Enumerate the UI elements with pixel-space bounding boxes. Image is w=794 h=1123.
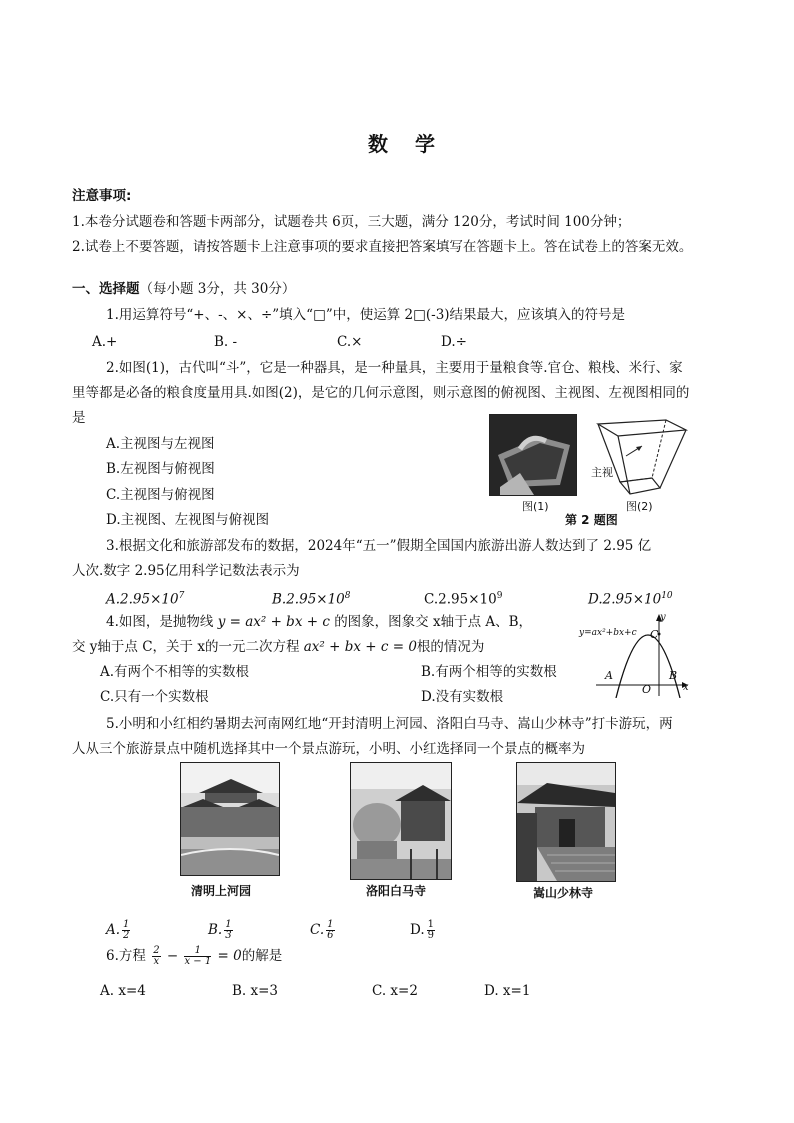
q1-option-b: B. - <box>214 334 238 350</box>
q4-option-c: C.只有一个实数根 <box>100 689 209 705</box>
question-2-stem: 2.如图(1)，古代叫“斗”，它是一种器具，是一种量具，主要用于量粮食等.官仓、粮栈、米行、家 <box>106 360 683 376</box>
q1-option-a: A.+ <box>92 334 118 350</box>
question-5-stem: 人从三个旅游景点中随机选择其中一个景点游玩，小明、小红选择同一个景点的概率为 <box>72 741 585 757</box>
graph-func-label: y=ax²+bx+c <box>579 628 637 638</box>
q2-option-a: A.主视图与左视图 <box>106 436 215 452</box>
question-4-stem: 4.如图，是抛物线 y = ax² + bx + c 的图象，图象交 x轴于点 A、B， <box>106 614 533 630</box>
q4-option-d: D.没有实数根 <box>421 689 504 705</box>
page-title: 数 学 <box>368 132 445 156</box>
q5-option-b: B. $\frac{1}{3}$ <box>208 919 232 941</box>
figure-caption: 第 2 题图 <box>565 513 618 527</box>
frustum-diagram <box>590 416 690 498</box>
section-title: 一、选择题 <box>72 281 140 297</box>
question-2-stem: 是 <box>72 410 86 426</box>
photo-caption-qingming: 清明上河园 <box>191 884 252 898</box>
q6-option-b: B. x=3 <box>232 983 279 999</box>
q6-option-c: C. x=2 <box>372 983 418 999</box>
photo-caption-baimasi: 洛阳白马寺 <box>366 884 427 898</box>
fig2-front-label: 主视 <box>591 466 613 479</box>
baimasi-photo <box>350 762 452 880</box>
q5-option-a: A. $\frac{1}{2}$ <box>106 919 130 941</box>
graph-origin: O <box>642 683 652 696</box>
q4-option-a: A.有两个不相等的实数根 <box>100 664 250 680</box>
q1-option-c: C.× <box>337 334 363 350</box>
question-1-stem: 1.用运算符号“+、-、×、÷”填入“□”中，使运算 2□(-3)结果最大，应该填入的符号是 <box>106 307 626 323</box>
graph-point-b: B <box>669 669 678 682</box>
qingming-photo <box>180 762 280 876</box>
q6-option-d: D. x=1 <box>484 983 531 999</box>
q4-option-b: B.有两个相等的实数根 <box>421 664 557 680</box>
q1-option-d: D.÷ <box>441 334 467 350</box>
q2-option-c: C.主视图与俯视图 <box>106 487 215 503</box>
dou-photo <box>489 414 577 496</box>
q5-option-d: D. $\frac{1}{9}$ <box>410 919 435 941</box>
q5-option-c: C. $\frac{1}{6}$ <box>310 919 334 941</box>
q2-option-d: D.主视图、左视图与俯视图 <box>106 512 270 528</box>
q3-option-d: $D.2.95\times 10^{10}$ <box>588 591 673 608</box>
graph-point-c: C <box>650 628 659 641</box>
question-3-stem: 3.根据文化和旅游部发布的数据，2024年“五一”假期全国国内旅游出游人数达到了 2.95 亿 <box>106 538 652 554</box>
parabola-function: y = ax² + bx + c <box>217 614 330 630</box>
question-6-stem: 6.方程 $\frac{2}{x}$ − $\frac{1}{x - 1}$ = 0的解是 <box>106 945 283 967</box>
notice-item: 1.本卷分试题卷和答题卡两部分，试题卷共 6页，三大题，满分 120分，考试时间 100分钟； <box>72 214 631 230</box>
notice-item: 2.试卷上不要答题，请按答题卡上注意事项的要求直接把答案填写在答题卡上。答在试卷上的答案无效。 <box>72 239 693 255</box>
graph-point-a: A <box>605 669 613 682</box>
question-4-stem: 交 y轴于点 C，关于 x的一元二次方程 ax² + bx + c = 0根的情况为 <box>72 639 485 655</box>
question-2-stem: 里等都是必备的粮食度量用具.如图(2)，是它的几何示意图，则示意图的俯视图、主视图、左视图相同的 <box>72 385 690 401</box>
question-3-stem: 人次.数字 2.95亿用科学记数法表示为 <box>72 563 300 579</box>
graph-x-label: x <box>683 682 689 693</box>
shaolinsi-photo <box>516 762 616 882</box>
fig1-label: 图(1) <box>522 500 549 513</box>
question-5-stem: 5.小明和小红相约暑期去河南网红地“开封清明上河园、洛阳白马寺、嵩山少林寺”打卡游玩，两 <box>106 716 673 732</box>
photo-caption-shaolinsi: 嵩山少林寺 <box>533 886 594 900</box>
quadratic-equation: ax² + bx + c = 0 <box>303 639 417 655</box>
section-heading <box>72 279 295 299</box>
fig2-label: 图(2) <box>626 500 653 513</box>
q3-option-a: $A.2.95\times 10^7$ <box>106 591 185 608</box>
q6-option-a: A. x=4 <box>100 983 146 999</box>
section-note: （每小题 3分，共 30分） <box>139 281 296 297</box>
graph-y-label: y <box>660 612 666 623</box>
q3-option-c: $C.2.95\times 10^9$ <box>424 591 503 608</box>
parabola-graph <box>576 612 696 698</box>
notice-heading: 注意事项: <box>72 188 132 204</box>
q3-option-b: $B.2.95\times 10^8$ <box>272 591 351 608</box>
q2-option-b: B.左视图与俯视图 <box>106 461 215 477</box>
